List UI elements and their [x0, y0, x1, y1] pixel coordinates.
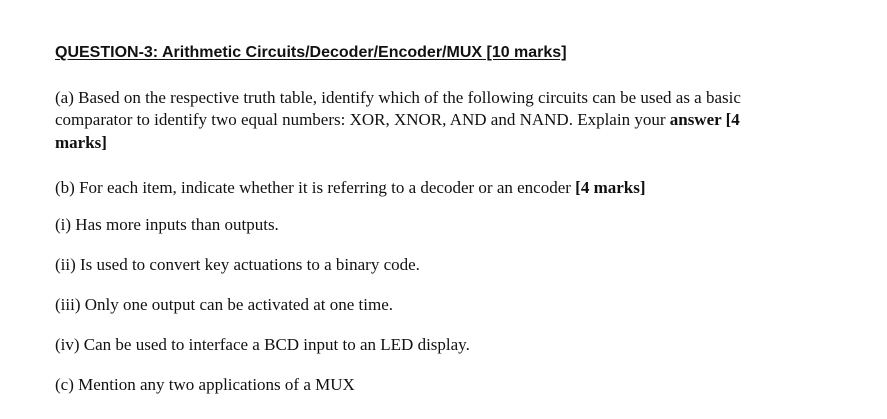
question-heading: QUESTION-3: Arithmetic Circuits/Decoder/Encoder/MUX [10 marks]	[55, 44, 567, 61]
part-a-line-2	[55, 108, 740, 132]
item-ii: (ii) Is used to convert key actuations to a binary code.	[55, 255, 420, 274]
part-a-line-2-text: comparator to identify two equal numbers: XOR, XNOR, AND and NAND. Explain your	[55, 110, 670, 129]
part-b-prompt	[55, 176, 646, 200]
part-b-marks: [4 marks]	[575, 178, 646, 197]
part-b-text: (b) For each item, indicate whether it is referring to a decoder or an encoder	[55, 178, 576, 197]
part-a-marks-start: answer [4	[669, 110, 740, 129]
item-iii: (iii) Only one output can be activated at one time.	[55, 295, 393, 314]
part-c-prompt: (c) Mention any two applications of a MUX	[55, 375, 355, 394]
item-i: (i) Has more inputs than outputs.	[55, 215, 279, 234]
item-iv: (iv) Can be used to interface a BCD input to an LED display.	[55, 335, 470, 354]
part-a-line-1: (a) Based on the respective truth table, identify which of the following circuits can be used as a basic	[55, 88, 741, 107]
part-a-marks-end: marks]	[55, 133, 107, 152]
